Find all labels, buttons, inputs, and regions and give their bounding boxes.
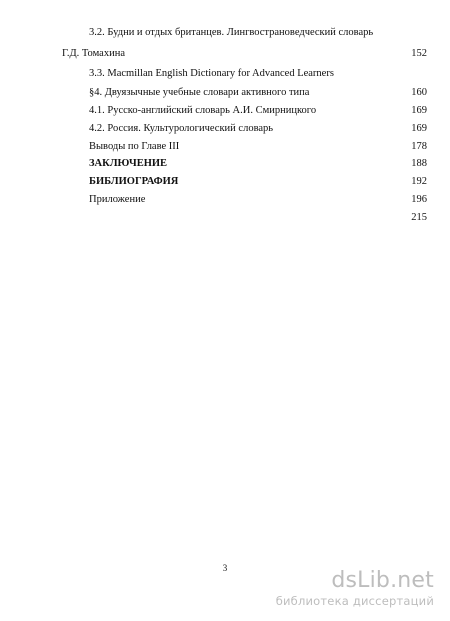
toc-page-number: 188 bbox=[411, 158, 427, 169]
watermark-tagline: библиотека диссертаций bbox=[275, 594, 434, 608]
toc-entry-3-2-line-1: 3.2. Будни и отдых британцев. Лингвострановедческий словарь bbox=[89, 27, 374, 38]
toc-entry-conclusion: ЗАКЛЮЧЕНИЕ bbox=[89, 158, 168, 169]
toc-entry-conclusions-chapter-3: Выводы по Главе III bbox=[89, 141, 180, 152]
toc-page-number: 178 bbox=[411, 141, 427, 152]
toc-final-page-number: 215 bbox=[411, 212, 427, 223]
toc-page-number: 169 bbox=[411, 123, 427, 134]
toc-page-number: 169 bbox=[411, 105, 427, 116]
toc-page-number: 152 bbox=[411, 48, 427, 59]
toc-entry-3-2-line-2: Г.Д. Томахина bbox=[62, 48, 125, 59]
toc-page-number: 192 bbox=[411, 176, 427, 187]
toc-page-number: 196 bbox=[411, 194, 427, 205]
toc-page-number: 160 bbox=[411, 87, 427, 98]
watermark-logo: dsLib.net bbox=[331, 568, 434, 593]
toc-entry-3-3: 3.3. Macmillan English Dictionary for Advanced Learners bbox=[89, 68, 334, 79]
watermark bbox=[254, 568, 434, 608]
toc-entry-appendix: Приложение bbox=[89, 194, 146, 205]
toc-entry-bibliography: БИБЛИОГРАФИЯ bbox=[89, 176, 179, 187]
toc-entry-4-1: 4.1. Русско-английский словарь А.И. Смирницкого bbox=[89, 105, 317, 116]
toc-entry-4-2: 4.2. Россия. Культурологический словарь bbox=[89, 123, 274, 134]
toc-entry-section-4: §4. Двуязычные учебные словари активного типа bbox=[89, 87, 310, 98]
page-number: 3 bbox=[222, 563, 228, 573]
